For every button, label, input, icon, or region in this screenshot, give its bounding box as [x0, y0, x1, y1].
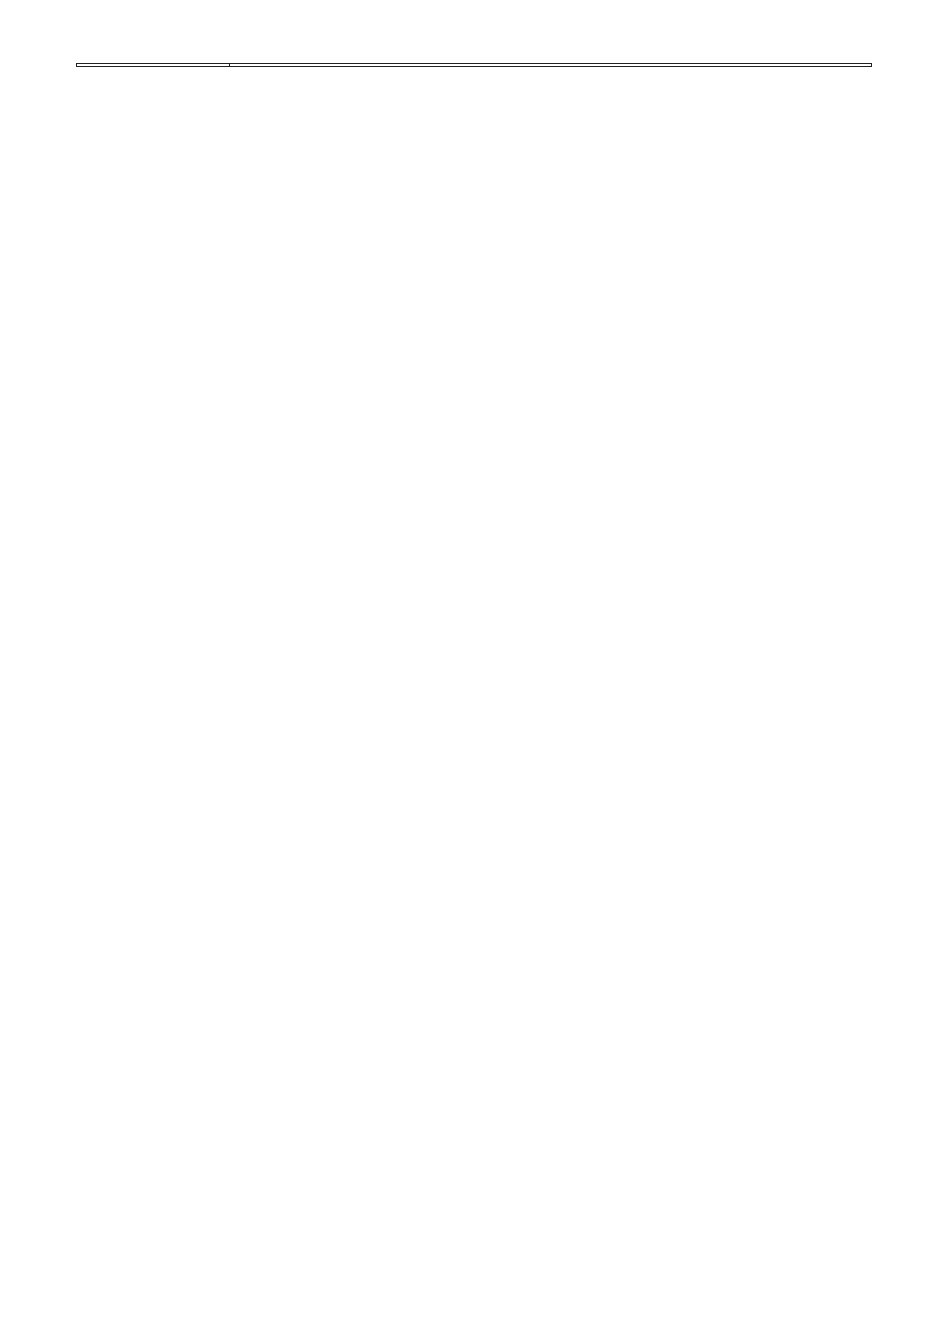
- table-header-cell: [77, 64, 230, 67]
- table-header-row: [77, 64, 872, 67]
- document-page: [62, 62, 882, 68]
- compaction-requirements-table: [76, 63, 872, 67]
- table-header-cell: [230, 64, 872, 67]
